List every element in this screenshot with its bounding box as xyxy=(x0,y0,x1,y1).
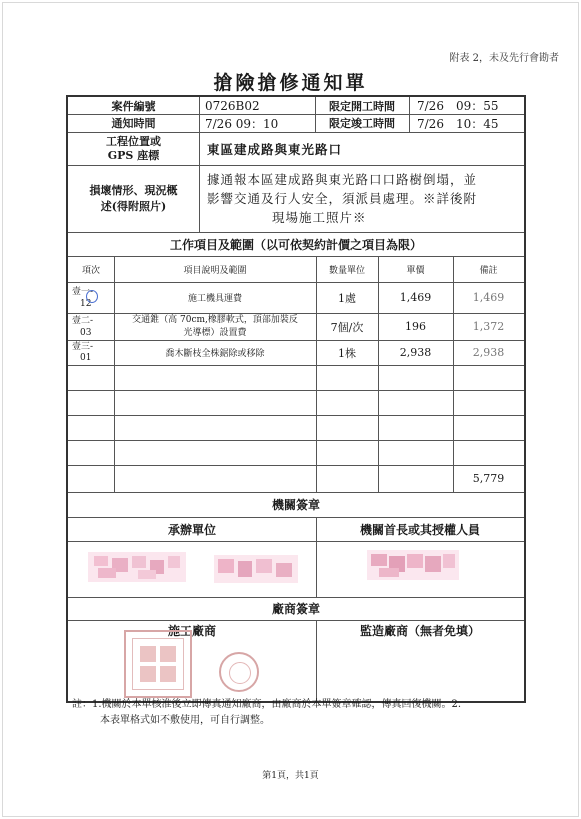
table-row-qty: 7個/次 xyxy=(330,320,364,334)
item-code-2: 01 xyxy=(80,352,92,363)
agency-head-label: 機關首長或其授權人員 xyxy=(359,522,480,537)
redacted-signature xyxy=(367,550,459,580)
desc-line: 光導標）設置費 xyxy=(183,327,247,338)
damage-label-line: 損壞情形、現況概 xyxy=(89,183,178,197)
handwritten-circle xyxy=(86,290,98,303)
finish-time-label: 限定竣工時間 xyxy=(329,117,395,130)
table-row-desc xyxy=(114,313,316,340)
col-header-qty: 數量單位 xyxy=(328,265,365,276)
start-time-label: 限定開工時間 xyxy=(329,99,395,113)
form-title: 搶險搶修通知單 xyxy=(213,72,368,94)
form-table xyxy=(66,95,526,703)
location-label-line: GPS 座標 xyxy=(107,148,160,162)
table-row-desc: 喬木斷枝全株鋸除或移除 xyxy=(165,349,265,359)
handling-unit-label: 承辦單位 xyxy=(167,522,216,537)
col-header-item: 項次 xyxy=(81,265,100,276)
company-stamp xyxy=(124,630,192,698)
location-label xyxy=(68,132,199,165)
table-row-note: 1,372 xyxy=(472,320,505,333)
start-time-value: 7/26 09：55 xyxy=(417,99,499,113)
table-row-item xyxy=(68,313,114,340)
desc-line: 交通錐（高 70cm,橡膠軟式，頂部加裝反 xyxy=(132,314,298,325)
table-row-desc: 施工機具運費 xyxy=(187,294,242,304)
damage-label xyxy=(68,165,199,232)
damage-line: 據通報本區建成路與東光路口口路樹倒塌，並 xyxy=(207,172,478,187)
redacted-signature xyxy=(88,552,186,582)
row-divider xyxy=(68,541,524,542)
page-footer: 第1頁，共1頁 xyxy=(262,771,319,781)
table-row-item xyxy=(68,340,114,365)
table-row-qty: 1處 xyxy=(338,291,356,305)
work-section-title: 工作項目及範圍（以可依契約計價之項目為限） xyxy=(169,237,422,252)
form-notes xyxy=(72,697,542,729)
item-code-2: 03 xyxy=(80,327,92,338)
table-row-price: 1,469 xyxy=(399,291,432,304)
appendix-label: 附表 2，未及先行會勘者 xyxy=(449,53,559,64)
table-row-note: 1,469 xyxy=(472,291,505,304)
damage-label-line: 述(得附照片) xyxy=(100,199,167,213)
location-value: 東區建成路與東光路口 xyxy=(207,141,343,157)
table-row-price: 2,938 xyxy=(399,346,432,359)
redacted-signature xyxy=(214,555,298,583)
row-divider xyxy=(68,365,524,366)
total-amount: 5,779 xyxy=(472,472,505,485)
supervisor-label: 監造廠商（無者免填） xyxy=(359,623,480,638)
item-code-2: 12 xyxy=(80,298,92,309)
damage-description xyxy=(199,165,524,232)
case-no-value: 0726B02 xyxy=(205,98,260,113)
vendor-sign-title: 廠商簽章 xyxy=(271,602,320,616)
table-row-note: 2,938 xyxy=(472,346,505,359)
notice-time-value: 7/26 09：10 xyxy=(205,116,279,131)
note-line: 註：1.機關於本單核准後立即傳真通知廠商，由廠商於本單簽章確認，傳真回復機關。2. xyxy=(72,699,462,710)
agency-sign-title: 機關簽章 xyxy=(271,498,320,512)
item-code-1: 壹一- xyxy=(72,286,94,297)
finish-time-value: 7/26 10：45 xyxy=(417,116,499,131)
case-no-label: 案件編號 xyxy=(111,99,156,113)
row-divider xyxy=(68,415,524,416)
item-code-1: 壹三- xyxy=(72,341,94,352)
row-divider xyxy=(68,390,524,391)
person-seal xyxy=(219,652,259,692)
table-row-price: 196 xyxy=(405,320,426,333)
location-label-line: 工程位置或 xyxy=(106,134,161,148)
row-divider xyxy=(68,440,524,441)
col-header-note: 備註 xyxy=(479,265,498,276)
col-header-price: 單價 xyxy=(406,265,425,276)
contractor-label: 施工廠商 xyxy=(167,623,216,638)
damage-line: 影響交通及行人安全，須派員處理。※詳後附 xyxy=(207,191,478,206)
col-header-desc: 項目說明及範圍 xyxy=(183,265,247,276)
table-row-qty: 1株 xyxy=(338,346,356,360)
notice-time-label: 通知時間 xyxy=(111,117,156,130)
item-code-1: 壹二- xyxy=(72,315,94,326)
note-line: 本表單格式如不敷使用，可自行調整。 xyxy=(100,715,270,726)
damage-line: 現場施工照片※ xyxy=(272,210,367,225)
